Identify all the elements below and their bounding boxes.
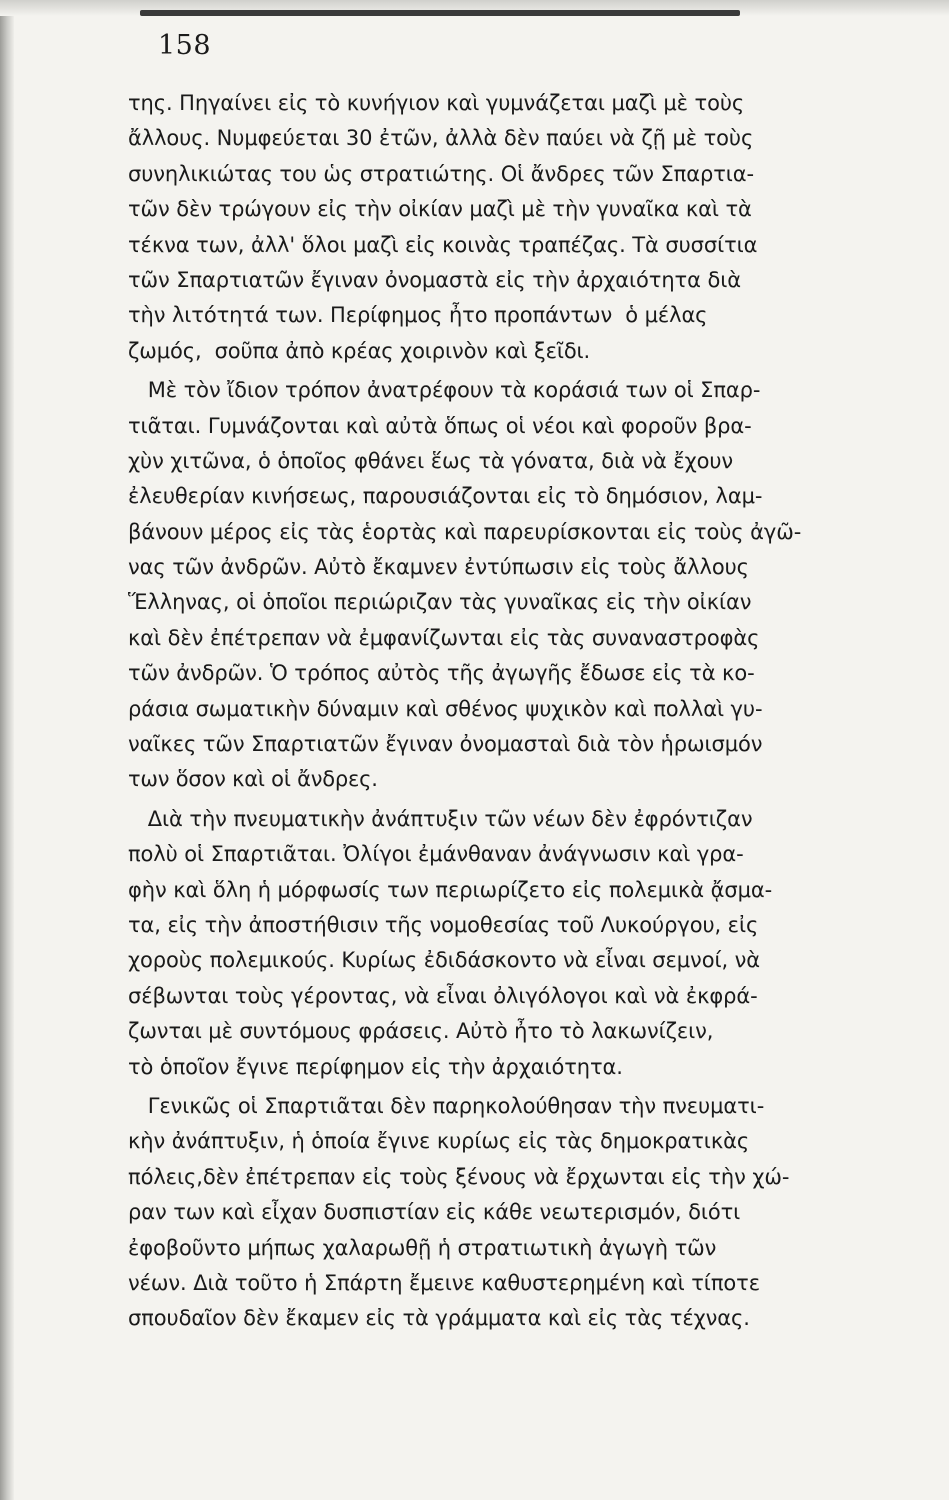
text-line: χὺν χιτῶνα, ὁ ὁποῖος φθάνει ἕως τὰ γόνατα, διὰ νὰ ἔχουν bbox=[128, 448, 734, 473]
text-line: ράσια σωματικὴν δύναμιν καὶ σθένος ψυχικὸν καὶ πολλαὶ γυ- bbox=[128, 696, 763, 721]
text-line: Μὲ τὸν ἴδιον τρόπον ἀνατρέφουν τὰ κοράσιά των οἱ Σπαρ- bbox=[128, 378, 761, 403]
text-line: τιᾶται. Γυμνάζονται καὶ αὐτὰ ὅπως οἱ νέοι καὶ φοροῦν βρα- bbox=[128, 413, 752, 438]
page-left-edge-shadow bbox=[0, 0, 14, 1500]
text-line: ζωνται μὲ συντόμους φράσεις. Αὐτὸ ἦτο τὸ λακωνίζειν, bbox=[128, 1019, 714, 1044]
text-line: ραν των καὶ εἶχαν δυσπιστίαν εἰς κάθε νεωτερισμόν, διότι bbox=[128, 1200, 741, 1225]
text-line: πολὺ οἱ Σπαρτιᾶται. Ὀλίγοι ἐμάνθαναν ἀνάγνωσιν καὶ γρα- bbox=[128, 842, 744, 867]
text-line: Διὰ τὴν πνευματικὴν ἀνάπτυξιν τῶν νέων δὲν ἐφρόντιζαν bbox=[128, 806, 753, 831]
text-line: ἐφοβοῦντο μήπως χαλαρωθῇ ἡ στρατιωτικὴ ἀγωγὴ τῶν bbox=[128, 1235, 717, 1260]
text-line: χοροὺς πολεμικούς. Κυρίως ἐδιδάσκοντο νὰ εἶναι σεμνοί, νὰ bbox=[128, 948, 761, 973]
text-line: ἐλευθερίαν κινήσεως, παρουσιάζονται εἰς τὸ δημόσιον, λαμ- bbox=[128, 484, 763, 509]
text-line: τῶν ἀνδρῶν. Ὁ τρόπος αὐτὸς τῆς ἀγωγῆς ἔδωσε εἰς τὰ κο- bbox=[128, 661, 755, 686]
paragraph bbox=[128, 1089, 908, 1337]
text-line: της. Πηγαίνει εἰς τὸ κυνήγιον καὶ γυμνάζεται μαζὶ μὲ τοὺς bbox=[128, 91, 745, 115]
text-line: Ἕλληνας, οἱ ὁποῖοι περιώριζαν τὰς γυναῖκας εἰς τὴν οἰκίαν bbox=[128, 590, 752, 615]
text-line: πόλεις,δὲν ἐπέτρεπαν εἰς τοὺς ξένους νὰ ἔρχωνται εἰς τὴν χώ- bbox=[128, 1164, 790, 1189]
paragraph bbox=[128, 86, 908, 369]
text-line: τα, εἰς τὴν ἀποστήθισιν τῆς νομοθεσίας τοῦ Λυκούργου, εἰς bbox=[128, 912, 759, 937]
page-number: 158 bbox=[158, 30, 212, 61]
text-line: συνηλικιώτας του ὡς στρατιώτης. Οἱ ἄνδρες τῶν Σπαρτια- bbox=[128, 161, 755, 186]
text-line: νέων. Διὰ τοῦτο ἡ Σπάρτη ἔμεινε καθυστερημένη καὶ τίποτε bbox=[128, 1270, 760, 1295]
text-line: τέκνα των, ἀλλ' ὅλοι μαζὶ εἰς κοινὰς τραπέζας. Τὰ συσσίτια bbox=[128, 232, 758, 257]
text-line: τὸ ὁποῖον ἔγινε περίφημον εἰς τὴν ἀρχαιότητα. bbox=[128, 1054, 623, 1079]
text-line: σέβωνται τοὺς γέροντας, νὰ εἶναι ὀλιγόλογοι καὶ νὰ ἐκφρά- bbox=[128, 983, 758, 1008]
binding-tape-strip bbox=[140, 10, 740, 16]
text-line: νας τῶν ἀνδρῶν. Αὐτὸ ἔκαμνεν ἐντύπωσιν εἰς τοὺς ἄλλους bbox=[128, 555, 749, 580]
text-line: ζωμός, σοῦπα ἀπὸ κρέας χοιρινὸν καὶ ξεῖδι. bbox=[128, 338, 591, 363]
text-line: καὶ δὲν ἐπέτρεπαν νὰ ἐμφανίζωνται εἰς τὰς συναναστροφὰς bbox=[128, 625, 760, 650]
paragraph bbox=[128, 373, 908, 798]
body-text bbox=[128, 86, 908, 1337]
text-line: βάνουν μέρος εἰς τὰς ἑορτὰς καὶ παρευρίσκονται εἰς τοὺς ἀγῶ- bbox=[128, 519, 802, 544]
text-line: Γενικῶς οἱ Σπαρτιᾶται δὲν παρηκολούθησαν τὴν πνευματι- bbox=[128, 1093, 765, 1118]
text-line: ἄλλους. Νυμφεύεται 30 ἐτῶν, ἀλλὰ δὲν παύει νὰ ζῇ μὲ τοὺς bbox=[128, 126, 754, 151]
text-line: τὴν λιτότητά των. Περίφημος ἦτο προπάντων ὁ μέλας bbox=[128, 303, 708, 328]
text-line: φὴν καὶ ὅλη ἡ μόρφωσίς των περιωρίζετο εἰς πολεμικὰ ᾄσμα- bbox=[128, 877, 773, 902]
text-line: κὴν ἀνάπτυξιν, ἡ ὁποία ἔγινε κυρίως εἰς τὰς δημοκρατικὰς bbox=[128, 1129, 750, 1154]
text-line: των ὅσον καὶ οἱ ἄνδρες. bbox=[128, 767, 378, 792]
text-line: τῶν Σπαρτιατῶν ἔγιναν ὀνομαστὰ εἰς τὴν ἀρχαιότητα διὰ bbox=[128, 267, 741, 292]
paragraph bbox=[128, 802, 908, 1085]
text-line: σπουδαῖον δὲν ἔκαμεν εἰς τὰ γράμματα καὶ εἰς τὰς τέχνας. bbox=[128, 1306, 750, 1331]
text-line: τῶν δὲν τρώγουν εἰς τὴν οἰκίαν μαζὶ μὲ τὴν γυναῖκα καὶ τὰ bbox=[128, 197, 752, 222]
text-line: ναῖκες τῶν Σπαρτιατῶν ἔγιναν ὀνομασταὶ διὰ τὸν ἡρωισμόν bbox=[128, 732, 763, 757]
